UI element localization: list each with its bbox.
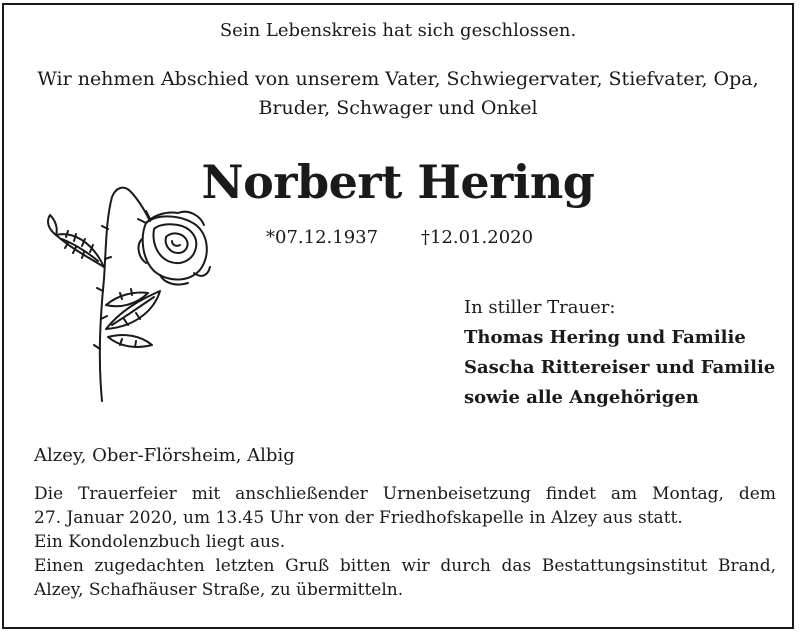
- birth-date: *07.12.1937: [266, 227, 379, 248]
- deceased-name: Norbert Hering: [201, 155, 595, 209]
- location-text: Alzey, Ober-Flörsheim, Albig: [34, 445, 295, 466]
- mourner-3: sowie alle Angehörigen: [464, 387, 699, 408]
- mourners-block: [464, 293, 775, 413]
- notice-line-5: Alzey, Schafhäuser Straße, zu übermitteln.: [34, 580, 404, 600]
- rose-icon: [42, 179, 212, 405]
- death-date: †12.01.2020: [421, 227, 534, 248]
- mourner-2: Sascha Rittereiser und Familie: [464, 357, 776, 378]
- mourners-label: In stiller Trauer:: [464, 297, 616, 318]
- farewell-line-2: Bruder, Schwager und Onkel: [258, 97, 538, 119]
- obituary-card: [2, 3, 794, 629]
- intro-text: Sein Lebenskreis hat sich geschlossen.: [219, 20, 577, 41]
- mourner-1: Thomas Hering und Familie: [464, 327, 746, 348]
- notice-line-1: Die Trauerfeier mit anschließender Urnenbeisetzung findet am Montag, dem: [34, 484, 776, 504]
- farewell-text: [4, 65, 792, 123]
- notice-line-4: Einen zugedachten letzten Gruß bitten wir durch das Bestattungsinstitut Brand,: [34, 556, 776, 576]
- notice-line-2: 27. Januar 2020, um 13.45 Uhr von der Friedhofskapelle in Alzey aus statt.: [34, 508, 683, 528]
- funeral-notice: [34, 482, 776, 602]
- notice-line-3: Ein Kondolenzbuch liegt aus.: [34, 532, 286, 552]
- farewell-line-1: Wir nehmen Abschied von unserem Vater, Schwiegervater, Stiefvater, Opa,: [37, 68, 759, 90]
